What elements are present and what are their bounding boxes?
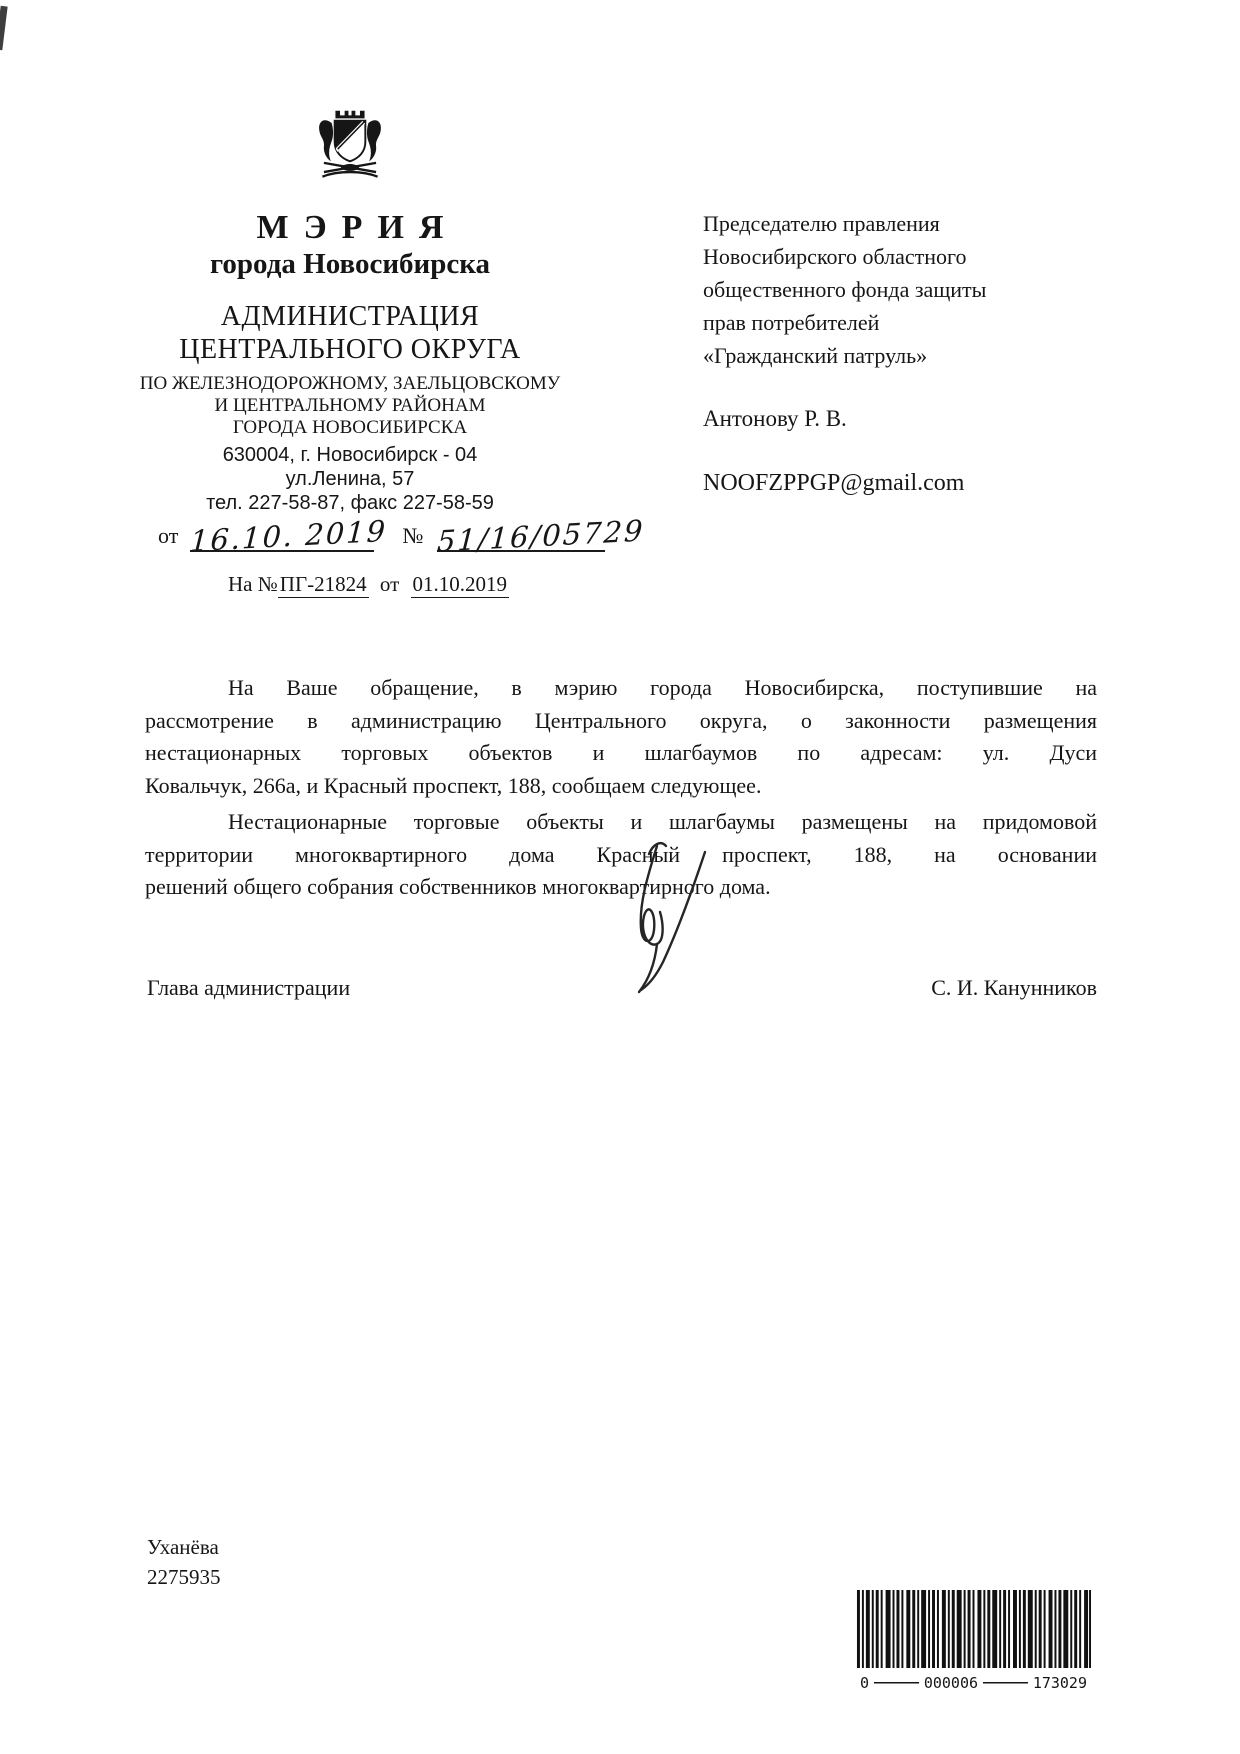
districts-line-3: ГОРОДА НОВОСИБИРСКА xyxy=(232,417,468,438)
body-line: Нестационарные торговые объекты и шлагбаумы размещены на придомовой xyxy=(228,809,1097,834)
executor-name: Уханёва xyxy=(147,1535,219,1559)
recipient-block xyxy=(703,207,1123,372)
barcode-bars-icon xyxy=(855,1590,1092,1668)
recipient-line: прав потребителей xyxy=(703,310,880,335)
reply-no-sign: № xyxy=(257,572,278,596)
districts-line-1: ПО ЖЕЛЕЗНОДОРОЖНОМУ, ЗАЕЛЬЦОВСКОМУ xyxy=(139,373,561,394)
barcode-digit-group: 173029 xyxy=(1028,1673,1092,1693)
recipient-name: Антонову Р. В. xyxy=(703,406,847,431)
signature-scrawl xyxy=(553,838,778,998)
signer-position: Глава администрации xyxy=(147,975,351,1000)
body-line: На Ваше обращение, в мэрию города Новосибирска, поступившие на xyxy=(228,675,1097,700)
reply-label: На xyxy=(228,572,253,596)
scan-artifact xyxy=(0,6,8,51)
districts-line-2: И ЦЕНТРАЛЬНОМУ РАЙОНАМ xyxy=(214,395,486,416)
org-subtitle: города Новосибирска xyxy=(209,248,491,280)
number-label: № xyxy=(402,523,424,548)
barcode-digit-group: 000006 xyxy=(919,1673,983,1693)
date-label: от xyxy=(158,523,179,548)
address-postal: 630004, г. Новосибирск - 04 xyxy=(222,444,478,466)
division-line-1: АДМИНИСТРАЦИЯ xyxy=(220,301,480,332)
body-line: Ковальчук, 266а, и Красный проспект, 188, сообщаем следующее. xyxy=(145,772,762,798)
address-street: ул.Ленина, 57 xyxy=(285,468,415,490)
handwritten-number: 51/16/05729 xyxy=(436,513,646,559)
date-field xyxy=(189,513,389,559)
recipient-email: NOOFZPPGP@gmail.com xyxy=(703,470,965,496)
handwritten-date: 16.10. 2019 xyxy=(189,513,389,559)
novosibirsk-coat-of-arms-icon xyxy=(304,100,396,192)
reply-number: ПГ-21824 xyxy=(279,572,367,596)
recipient-line: Председателю правления xyxy=(703,211,940,236)
org-title: МЭРИЯ xyxy=(256,209,459,246)
letterhead xyxy=(128,0,572,515)
body-line: территории многоквартирного дома Красный проспект, 188, на основании xyxy=(145,841,1097,867)
registration-barcode xyxy=(855,1590,1092,1693)
recipient-line: общественного фонда защиты xyxy=(703,277,987,302)
executor-phone: 2275935 xyxy=(147,1565,221,1589)
recipient-line: «Гражданский патруль» xyxy=(703,343,928,368)
outgoing-reference-row xyxy=(158,513,646,559)
barcode-number xyxy=(855,1673,1092,1693)
recipient-line: Новосибирского областного xyxy=(703,244,967,269)
signer-name: С. И. Канунников xyxy=(931,975,1097,1000)
address-phone-fax: тел. 227-58-87, факс 227-58-59 xyxy=(206,492,494,514)
paragraph xyxy=(145,672,1097,802)
reply-date-label: от xyxy=(379,572,400,596)
body-line: рассмотрение в администрацию Центрального округа, о законности размещения xyxy=(145,707,1097,733)
executor-block xyxy=(147,1532,221,1592)
body-line: решений общего собрания собственников многоквартирного дома. xyxy=(145,874,771,899)
number-field xyxy=(436,513,646,559)
reply-date: 01.10.2019 xyxy=(412,572,508,596)
incoming-reference-row xyxy=(228,572,509,597)
barcode-digit-group: 0 xyxy=(855,1673,874,1693)
body-line: нестационарных торговых объектов и шлагбаумов по адресам: ул. Дуси xyxy=(145,740,1097,765)
division-line-2: ЦЕНТРАЛЬНОГО ОКРУГА xyxy=(179,334,521,365)
